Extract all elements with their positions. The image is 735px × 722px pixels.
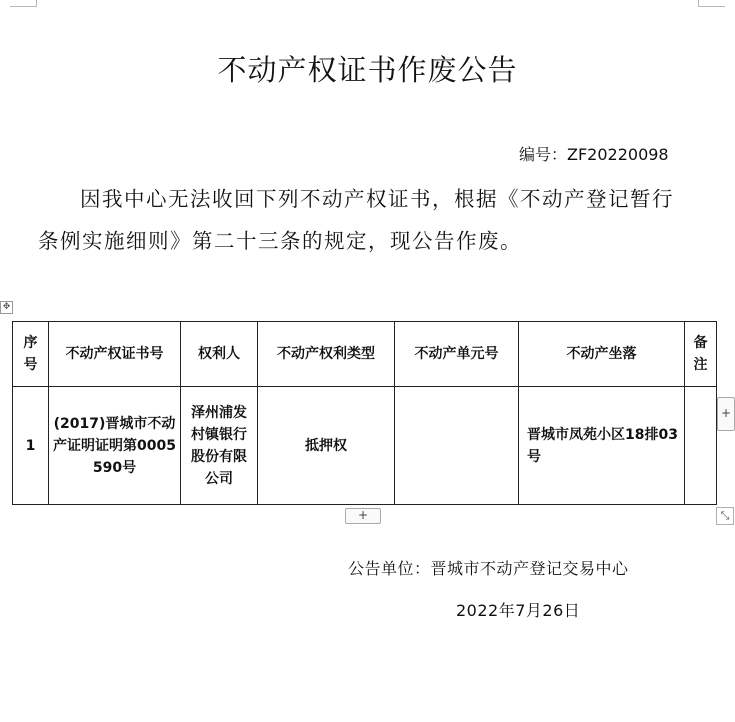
- header-unit-no: 不动产单元号: [395, 322, 519, 387]
- header-holder: 权利人: [181, 322, 258, 387]
- certificate-table: [12, 321, 717, 505]
- cell-location: 晋城市凤苑小区18排03号: [519, 387, 685, 505]
- cell-remark: [685, 387, 717, 505]
- header-index: 序号: [13, 322, 49, 387]
- header-cert-no: 不动产权证书号: [49, 322, 181, 387]
- add-column-button[interactable]: +: [717, 397, 735, 431]
- table-resize-icon[interactable]: ⤡: [716, 507, 734, 525]
- table-move-handle-icon[interactable]: ✥: [0, 301, 13, 314]
- page-corner-mark-right: [698, 0, 725, 7]
- cell-right-type: 抵押权: [258, 387, 395, 505]
- table-header-row: [13, 322, 717, 387]
- issuer-signature: 公告单位：晋城市不动产登记交易中心: [348, 559, 629, 578]
- cell-holder: 泽州浦发村镇银行股份有限公司: [181, 387, 258, 505]
- notice-title: 不动产权证书作废公告: [217, 53, 518, 87]
- add-row-button[interactable]: +: [345, 508, 381, 524]
- notice-date: 2022年7月26日: [456, 601, 581, 620]
- page-corner-mark-left: [10, 0, 37, 7]
- document-number: 编号：ZF20220098: [519, 145, 669, 164]
- cell-index: 1: [13, 387, 49, 505]
- notice-paragraph: 因我中心无法收回下列不动产权证书，根据《不动产登记暂行条例实施细则》第二十三条的规定，现公告作废。: [38, 187, 674, 253]
- header-remark: 备注: [685, 322, 717, 387]
- table-row: [13, 387, 717, 505]
- header-location: 不动产坐落: [519, 322, 685, 387]
- cell-unit-no: [395, 387, 519, 505]
- header-right-type: 不动产权利类型: [258, 322, 395, 387]
- cell-cert-no: (2017)晋城市不动产证明证明第0005590号: [49, 387, 181, 505]
